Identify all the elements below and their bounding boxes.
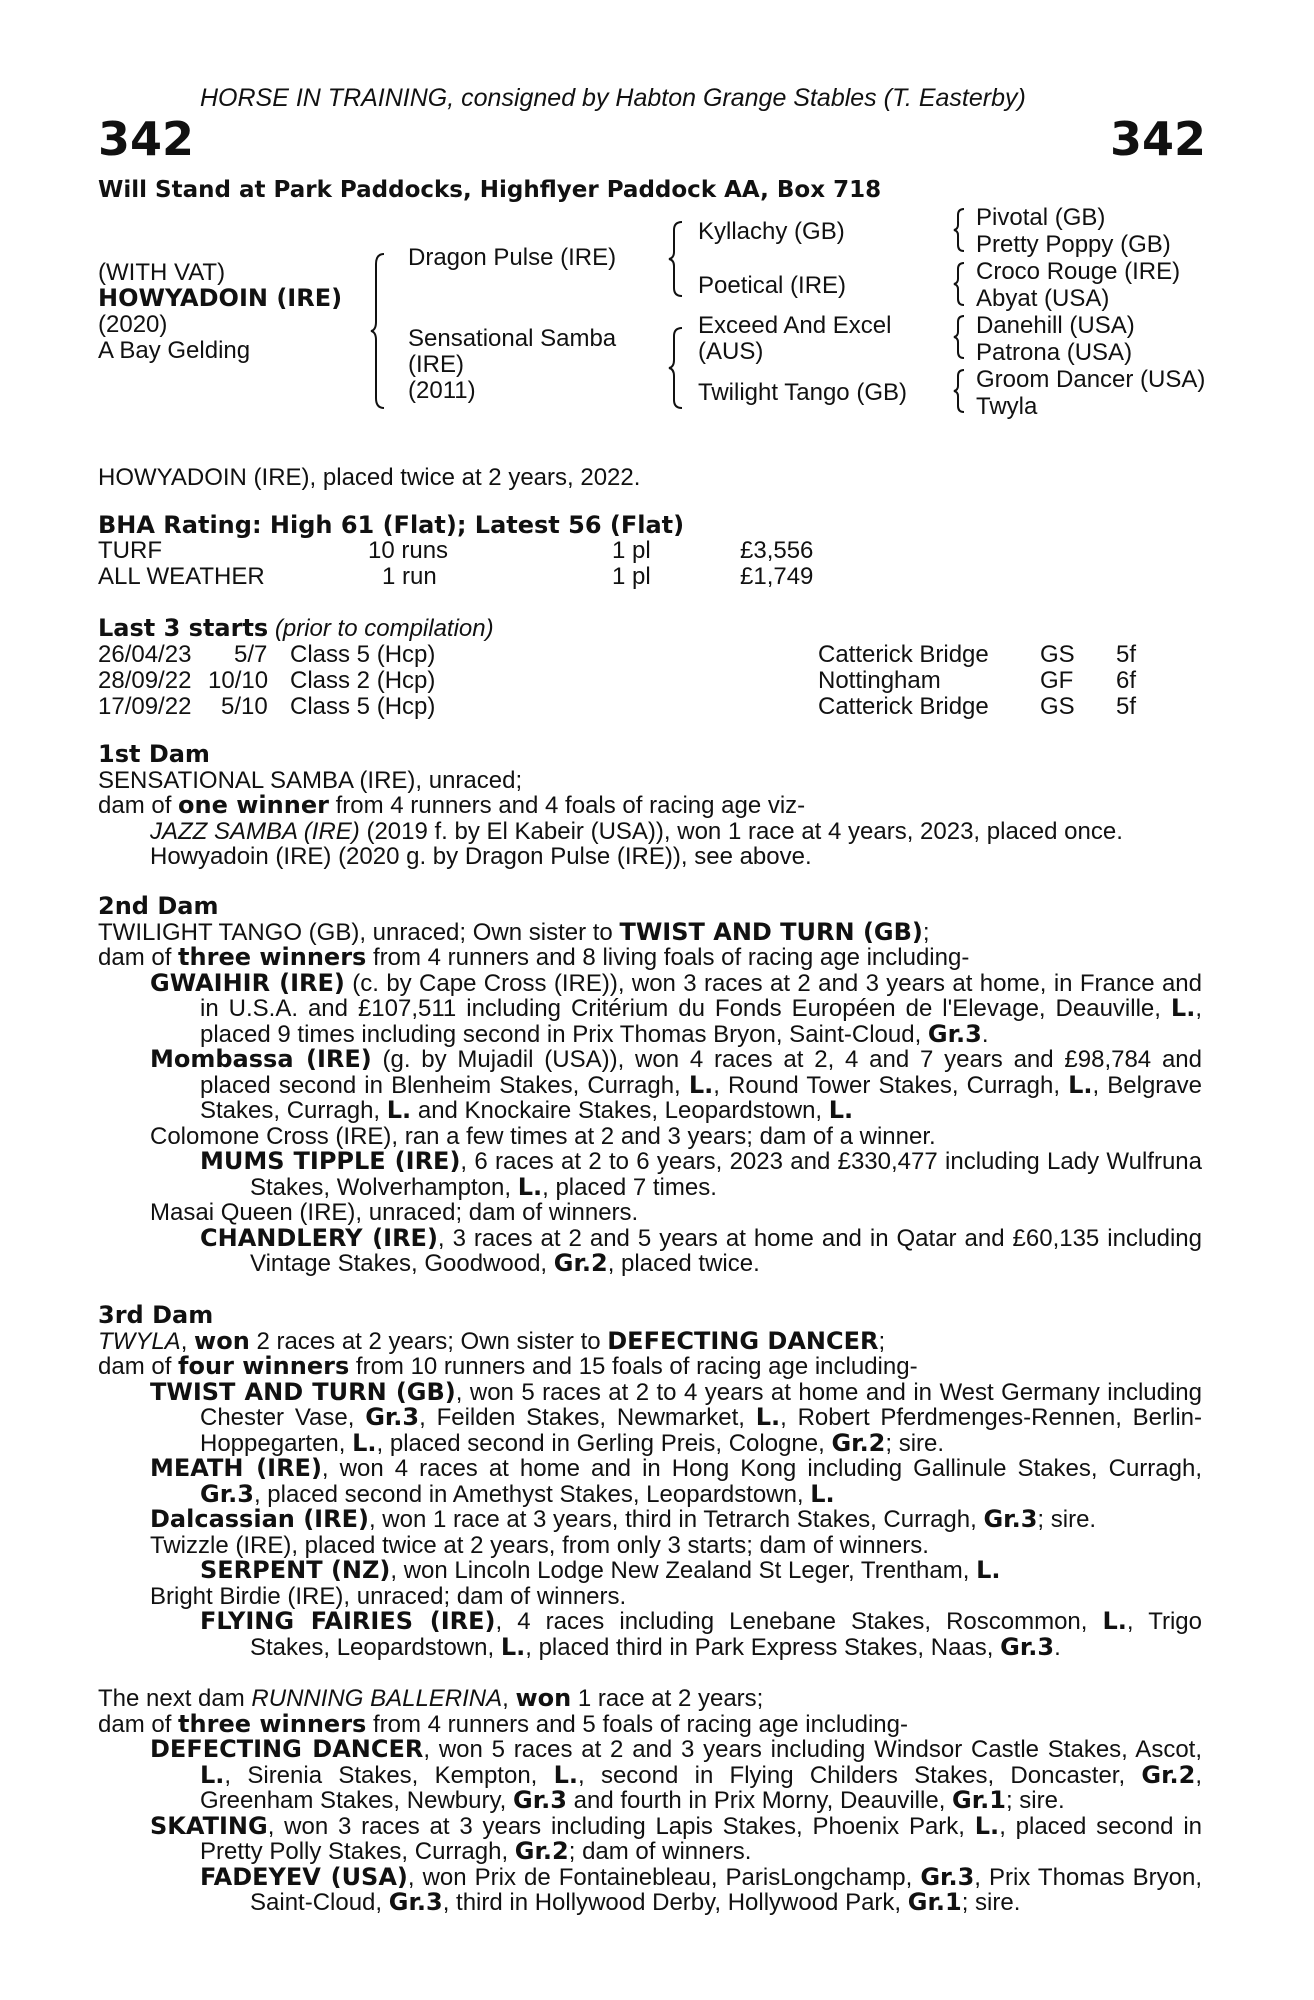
pedigree-gen4-4: Abyat (USA) — [976, 285, 1110, 312]
start-class: Class 5 (Hcp) — [290, 641, 436, 668]
third-dam-grandfoal: FLYING FAIRIES (IRE), 4 races including Lenebane Stakes, Roscommon, L., Trigo Stakes, Leopardstown, L., placed third in Park Express Stakes, Naas, Gr.3. — [200, 1607, 1202, 1661]
start-course: Nottingham — [818, 667, 941, 694]
start-distance: 5f — [1116, 693, 1137, 720]
vat-label: (WITH VAT) — [98, 259, 226, 286]
start-position: 5/7 — [234, 641, 268, 668]
rating-runs: 10 runs — [368, 537, 449, 564]
third-dam-heading: 3rd Dam — [98, 1301, 214, 1329]
rating-surface: TURF — [98, 537, 162, 564]
second-dam-heading: 2nd Dam — [98, 892, 219, 920]
pedigree-gen3-3: Exceed And Excel — [698, 312, 892, 339]
brace-gen2-bottom — [668, 326, 688, 410]
brace-gen3-2 — [952, 261, 968, 307]
third-dam-section — [98, 1303, 1202, 1660]
next-dam-produce-line: dam of three winners from 4 runners and 5 foals of racing age including- — [98, 1709, 908, 1738]
bha-rating-title: BHA Rating: High 61 (Flat); Latest 56 (Flat) — [98, 511, 685, 539]
horse-description: A Bay Gelding — [98, 337, 251, 364]
pedigree-gen3-4: Twilight Tango (GB) — [698, 379, 907, 406]
pedigree-gen3-1: Kyllachy (GB) — [698, 218, 845, 245]
pedigree-dam-country: (IRE) — [408, 351, 464, 378]
consignor-line: HORSE IN TRAINING, consigned by Habton Grange Stables (T. Easterby) — [200, 84, 1026, 112]
pedigree-gen4-5: Danehill (USA) — [976, 312, 1135, 339]
lot-number-left: 342 — [98, 112, 195, 166]
brace-gen3-4 — [952, 368, 968, 414]
rating-placings: 1 pl — [612, 537, 651, 564]
second-dam-section — [98, 894, 1202, 1277]
start-distance: 5f — [1116, 641, 1137, 668]
start-course: Catterick Bridge — [818, 641, 989, 668]
start-course: Catterick Bridge — [818, 693, 989, 720]
second-dam-produce-line: dam of three winners from 4 runners and 8 living foals of racing age including- — [98, 943, 970, 971]
brace-gen2-top — [668, 220, 688, 298]
pedigree-dam-year: (2011) — [408, 377, 476, 404]
first-dam-produce-line: dam of one winner from 4 runners and 4 foals of racing age viz- — [98, 791, 806, 819]
second-dam-foal: Masai Queen (IRE), unraced; dam of winners. — [150, 1199, 639, 1226]
second-dam-foal: GWAIHIR (IRE) (c. by Cape Cross (IRE)), won 3 races at 2 and 3 years at home, in France and in U.S.A. and £107,511 including Critérium du Fonds Européen de l'Elevage, Deauville, L., placed 9 times including second in Prix Thomas Bryon, Saint-Cloud, Gr.3. — [150, 968, 1202, 1048]
start-position: 10/10 — [208, 667, 269, 694]
start-date: 26/04/23 — [98, 641, 192, 668]
rating-runs: 1 run — [382, 563, 437, 590]
brace-gen1 — [370, 252, 390, 410]
last-starts-note: (prior to compilation) — [274, 615, 494, 642]
third-dam-foal: TWIST AND TURN (GB), won 5 races at 2 to 4 years at home and in West Germany including Chester Vase, Gr.3, Feilden Stakes, Newmarket, L., Robert Pferdmenges-Rennen, Berlin-Hoppegarten, L., placed second in Gerling Preis, Cologne, Gr.2; sire. — [150, 1377, 1202, 1457]
lot-number-right: 342 — [1109, 112, 1206, 166]
rating-placings: 1 pl — [612, 563, 651, 590]
stand-line: Will Stand at Park Paddocks, Highflyer Paddock AA, Box 718 — [98, 177, 882, 203]
second-dam-line: TWILIGHT TANGO (GB), unraced; Own sister to TWIST AND TURN (GB); — [98, 917, 930, 946]
start-going: GS — [1040, 641, 1075, 668]
rating-surface: ALL WEATHER — [98, 563, 265, 590]
second-dam-grandfoal: MUMS TIPPLE (IRE), 6 races at 2 to 6 years, 2023 and £330,477 including Lady Wulfruna Stakes, Wolverhampton, L., placed 7 times. — [200, 1147, 1202, 1201]
third-dam-produce-line: dam of four winners from 10 runners and 15 foals of racing age including- — [98, 1352, 918, 1380]
start-date: 28/09/22 — [98, 667, 192, 694]
first-dam-line: SENSATIONAL SAMBA (IRE), unraced; — [98, 766, 523, 794]
second-dam-foal: Mombassa (IRE) (g. by Mujadil (USA)), won 4 races at 2, 4 and 7 years and £98,784 and placed second in Blenheim Stakes, Curragh, L., Round Tower Stakes, Curragh, L., Belgrave Stakes, Curragh, L. and Knockaire Stakes, Leopardstown, L. — [150, 1045, 1202, 1124]
horse-name: HOWYADOIN (IRE) — [98, 284, 343, 312]
next-dam-grandfoal: FADEYEV (USA), won Prix de Fontainebleau, ParisLongchamp, Gr.3, Prix Thomas Bryon, Saint-Cloud, Gr.3, third in Hollywood Derby, Hollywood Park, Gr.1; sire. — [200, 1862, 1202, 1916]
first-dam-foal: JAZZ SAMBA (IRE) (2019 f. by El Kabeir (USA)), won 1 race at 4 years, 2023, placed once. — [150, 817, 1123, 845]
pedigree-gen4-8: Twyla — [976, 393, 1038, 420]
summary-line: HOWYADOIN (IRE), placed twice at 2 years, 2022. — [98, 464, 641, 491]
start-class: Class 5 (Hcp) — [290, 693, 436, 720]
first-dam-heading: 1st Dam — [98, 740, 210, 768]
third-dam-foal: Dalcassian (IRE), won 1 race at 3 years, third in Tetrarch Stakes, Curragh, Gr.3; sire. — [150, 1505, 1097, 1533]
next-dam-section — [98, 1686, 1202, 1916]
pedigree-gen4-2: Pretty Poppy (GB) — [976, 231, 1171, 258]
second-dam-grandfoal: CHANDLERY (IRE), 3 races at 2 and 5 years at home and in Qatar and £60,135 including Vintage Stakes, Goodwood, Gr.2, placed twice. — [200, 1223, 1202, 1277]
third-dam-foal: MEATH (IRE), won 4 races at home and in Hong Kong including Gallinule Stakes, Curragh, Gr.3, placed second in Amethyst Stakes, Leopardstown, L. — [150, 1454, 1202, 1508]
start-class: Class 2 (Hcp) — [290, 667, 436, 694]
rating-earnings: £1,749 — [740, 563, 814, 590]
next-dam-line: The next dam RUNNING BALLERINA, won 1 race at 2 years; — [98, 1684, 764, 1712]
start-going: GS — [1040, 693, 1075, 720]
third-dam-foal: Twizzle (IRE), placed twice at 2 years, from only 3 starts; dam of winners. — [150, 1531, 929, 1559]
third-dam-foal: Bright Birdie (IRE), unraced; dam of winners. — [150, 1582, 627, 1610]
third-dam-grandfoal: SERPENT (NZ), won Lincoln Lodge New Zealand St Leger, Trentham, L. — [200, 1556, 1001, 1584]
rating-earnings: £3,556 — [740, 537, 814, 564]
pedigree-gen4-7: Groom Dancer (USA) — [976, 366, 1206, 393]
pedigree-gen3-3b: (AUS) — [698, 338, 764, 365]
first-dam-section — [98, 742, 1202, 870]
next-dam-foal: DEFECTING DANCER, won 5 races at 2 and 3 years including Windsor Castle Stakes, Ascot, L., Sirenia Stakes, Kempton, L., second in Flying Childers Stakes, Doncaster, Gr.2, Greenham Stakes, Newbury, Gr.3 and fourth in Prix Morny, Deauville, Gr.1; sire. — [150, 1735, 1203, 1814]
third-dam-line: TWYLA, won 2 races at 2 years; Own sister to DEFECTING DANCER; — [98, 1326, 886, 1355]
next-dam-foal: SKATING, won 3 races at 3 years including Lapis Stakes, Phoenix Park, L., placed second in Pretty Polly Stakes, Curragh, Gr.2; dam of winners. — [150, 1811, 1202, 1865]
second-dam-foal: Colomone Cross (IRE), ran a few times at 2 and 3 years; dam of a winner. — [150, 1122, 936, 1150]
last-starts-heading — [98, 616, 494, 641]
pedigree-sire: Dragon Pulse (IRE) — [408, 244, 617, 271]
start-distance: 6f — [1116, 667, 1137, 694]
pedigree-gen4-6: Patrona (USA) — [976, 339, 1133, 366]
brace-gen3-1 — [952, 207, 968, 253]
last-starts-title: Last 3 starts — [98, 614, 269, 642]
start-date: 17/09/22 — [98, 693, 192, 720]
pedigree-dam: Sensational Samba — [408, 325, 617, 352]
pedigree-gen4-1: Pivotal (GB) — [976, 204, 1106, 231]
first-dam-foal: Howyadoin (IRE) (2020 g. by Dragon Pulse (IRE)), see above. — [150, 843, 812, 870]
start-going: GF — [1040, 667, 1074, 694]
start-position: 5/10 — [221, 693, 268, 720]
horse-year: (2020) — [98, 311, 168, 338]
pedigree-gen4-3: Croco Rouge (IRE) — [976, 258, 1181, 285]
pedigree-gen3-2: Poetical (IRE) — [698, 272, 847, 299]
brace-gen3-3 — [952, 314, 968, 360]
